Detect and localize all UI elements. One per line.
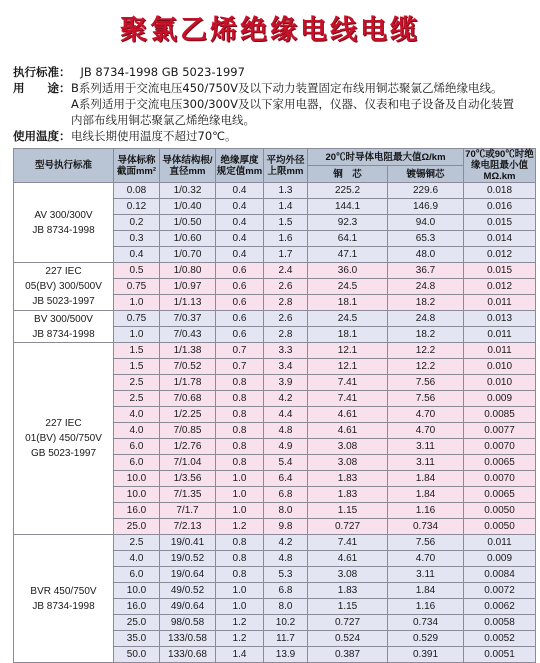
structure-cell: 1/0.50: [160, 215, 216, 231]
outer-diameter-cell: 6.8: [264, 487, 308, 503]
table-row: [14, 263, 536, 279]
outer-diameter-cell: 8.0: [264, 503, 308, 519]
tinned-resistance-cell: 0.734: [388, 615, 464, 631]
structure-cell: 1/1.38: [160, 343, 216, 359]
cross-section-cell: 0.5: [114, 263, 160, 279]
structure-cell: 7/2.13: [160, 519, 216, 535]
usage-text-1: B系列适用于交流电压450/750V及以下动力装置固定布线用铜芯聚氯乙烯绝缘电线。: [71, 81, 503, 95]
table-row: [14, 343, 536, 359]
outer-diameter-cell: 13.9: [264, 647, 308, 663]
standards-label: 执行标准：: [13, 65, 71, 79]
insulation-resistance-cell: 0.010: [464, 359, 536, 375]
insulation-resistance-cell: 0.011: [464, 327, 536, 343]
insulation-cell: 0.8: [216, 423, 264, 439]
insulation-cell: 0.8: [216, 455, 264, 471]
tinned-resistance-cell: 4.70: [388, 551, 464, 567]
model-cell: [14, 535, 114, 663]
tinned-resistance-cell: 7.56: [388, 535, 464, 551]
model-cell: [14, 311, 114, 343]
model-line: JB 8734-1998: [32, 328, 95, 340]
tinned-resistance-cell: 0.391: [388, 647, 464, 663]
copper-resistance-cell: 12.1: [308, 343, 388, 359]
temperature-value: 电线长期使用温度不超过70℃。: [71, 129, 237, 143]
insulation-resistance-cell: 0.015: [464, 263, 536, 279]
copper-resistance-cell: 64.1: [308, 231, 388, 247]
spec-table: [13, 148, 536, 663]
insulation-cell: 0.7: [216, 343, 264, 359]
insulation-resistance-cell: 0.0065: [464, 455, 536, 471]
outer-diameter-cell: 10.2: [264, 615, 308, 631]
structure-cell: 7/0.85: [160, 423, 216, 439]
copper-resistance-cell: 1.15: [308, 599, 388, 615]
cross-section-cell: 10.0: [114, 471, 160, 487]
insulation-resistance-cell: 0.011: [464, 295, 536, 311]
structure-cell: 7/1.04: [160, 455, 216, 471]
insulation-resistance-cell: 0.0072: [464, 583, 536, 599]
insulation-cell: 0.7: [216, 359, 264, 375]
copper-resistance-cell: 47.1: [308, 247, 388, 263]
insulation-resistance-cell: 0.0052: [464, 631, 536, 647]
insulation-resistance-cell: 0.012: [464, 279, 536, 295]
copper-resistance-cell: 3.08: [308, 439, 388, 455]
outer-diameter-cell: 2.8: [264, 295, 308, 311]
insulation-cell: 1.4: [216, 647, 264, 663]
insulation-resistance-cell: 0.0050: [464, 519, 536, 535]
outer-diameter-cell: 1.3: [264, 183, 308, 199]
header-resistance-20: 20℃时导体电阻最大值Ω/km: [308, 149, 464, 166]
insulation-resistance-cell: 0.013: [464, 311, 536, 327]
insulation-cell: 0.4: [216, 215, 264, 231]
usage-label: 用 途：: [13, 81, 71, 95]
cross-section-cell: 4.0: [114, 423, 160, 439]
cross-section-cell: 16.0: [114, 599, 160, 615]
model-line: JB 5023-1997: [32, 296, 95, 307]
tinned-resistance-cell: 4.70: [388, 423, 464, 439]
header-tinned-copper: 镀锡铜芯: [388, 166, 464, 183]
copper-resistance-cell: 0.387: [308, 647, 388, 663]
table-row: [14, 183, 536, 199]
copper-resistance-cell: 7.41: [308, 535, 388, 551]
tinned-resistance-cell: 1.16: [388, 503, 464, 519]
copper-resistance-cell: 3.08: [308, 567, 388, 583]
cross-section-cell: 50.0: [114, 647, 160, 663]
tinned-resistance-cell: 7.56: [388, 391, 464, 407]
insulation-resistance-cell: 0.0077: [464, 423, 536, 439]
model-line: JB 8734-1998: [32, 224, 95, 236]
cross-section-cell: 0.2: [114, 215, 160, 231]
structure-cell: 1/0.80: [160, 263, 216, 279]
page-title: 聚氯乙烯绝缘电线电缆: [120, 15, 420, 46]
insulation-resistance-cell: 0.011: [464, 535, 536, 551]
insulation-resistance-cell: 0.009: [464, 551, 536, 567]
structure-cell: 7/0.68: [160, 391, 216, 407]
tinned-resistance-cell: 0.734: [388, 519, 464, 535]
copper-resistance-cell: 144.1: [308, 199, 388, 215]
header-structure: 导体结构根/直径mm: [160, 149, 216, 183]
insulation-cell: 0.8: [216, 407, 264, 423]
tinned-resistance-cell: 12.2: [388, 343, 464, 359]
insulation-resistance-cell: 0.011: [464, 343, 536, 359]
copper-resistance-cell: 7.41: [308, 375, 388, 391]
insulation-cell: 1.0: [216, 599, 264, 615]
insulation-cell: 1.0: [216, 487, 264, 503]
cross-section-cell: 2.5: [114, 535, 160, 551]
outer-diameter-cell: 3.3: [264, 343, 308, 359]
tinned-resistance-cell: 48.0: [388, 247, 464, 263]
cross-section-cell: 6.0: [114, 439, 160, 455]
outer-diameter-cell: 4.8: [264, 423, 308, 439]
outer-diameter-cell: 2.6: [264, 311, 308, 327]
model-line: JB 8734-1998: [32, 600, 95, 612]
copper-resistance-cell: 0.727: [308, 519, 388, 535]
insulation-cell: 0.6: [216, 311, 264, 327]
structure-cell: 7/0.52: [160, 359, 216, 375]
copper-resistance-cell: 1.15: [308, 503, 388, 519]
insulation-resistance-cell: 0.0050: [464, 503, 536, 519]
tinned-resistance-cell: 24.8: [388, 279, 464, 295]
tinned-resistance-cell: 7.56: [388, 375, 464, 391]
tinned-resistance-cell: 146.9: [388, 199, 464, 215]
outer-diameter-cell: 6.8: [264, 583, 308, 599]
structure-cell: 1/0.97: [160, 279, 216, 295]
structure-cell: 1/3.56: [160, 471, 216, 487]
copper-resistance-cell: 7.41: [308, 391, 388, 407]
structure-cell: 7/1.35: [160, 487, 216, 503]
tinned-resistance-cell: 36.7: [388, 263, 464, 279]
insulation-cell: 0.4: [216, 199, 264, 215]
insulation-cell: 0.6: [216, 295, 264, 311]
model-line: AV 300/300V: [34, 209, 93, 221]
structure-cell: 7/1.7: [160, 503, 216, 519]
insulation-cell: 1.2: [216, 519, 264, 535]
copper-resistance-cell: 3.08: [308, 455, 388, 471]
copper-resistance-cell: 18.1: [308, 327, 388, 343]
structure-cell: 133/0.68: [160, 647, 216, 663]
model-line: GB 5023-1997: [30, 448, 97, 459]
structure-cell: 1/2.76: [160, 439, 216, 455]
cross-section-cell: 4.0: [114, 551, 160, 567]
outer-diameter-cell: 3.4: [264, 359, 308, 375]
copper-resistance-cell: 1.83: [308, 583, 388, 599]
structure-cell: 19/0.64: [160, 567, 216, 583]
insulation-resistance-cell: 0.014: [464, 231, 536, 247]
structure-cell: 7/0.43: [160, 327, 216, 343]
cross-section-cell: 2.5: [114, 375, 160, 391]
insulation-cell: 0.6: [216, 327, 264, 343]
outer-diameter-cell: 5.4: [264, 455, 308, 471]
insulation-resistance-cell: 0.0065: [464, 487, 536, 503]
model-line: BVR 450/750V: [30, 585, 97, 597]
table-header: [14, 149, 536, 183]
cross-section-cell: 16.0: [114, 503, 160, 519]
tinned-resistance-cell: 3.11: [388, 439, 464, 455]
tinned-resistance-cell: 24.8: [388, 311, 464, 327]
cross-section-cell: 1.5: [114, 343, 160, 359]
cross-section-cell: 0.3: [114, 231, 160, 247]
model-cell: [14, 343, 114, 535]
insulation-resistance-cell: 0.015: [464, 215, 536, 231]
insulation-cell: 0.4: [216, 247, 264, 263]
outer-diameter-cell: 1.4: [264, 199, 308, 215]
cross-section-cell: 25.0: [114, 519, 160, 535]
usage-line: [13, 80, 533, 96]
insulation-cell: 0.4: [216, 231, 264, 247]
cross-section-cell: 1.5: [114, 359, 160, 375]
structure-cell: 19/0.52: [160, 551, 216, 567]
insulation-resistance-cell: 0.0058: [464, 615, 536, 631]
copper-resistance-cell: 12.1: [308, 359, 388, 375]
structure-cell: 7/0.37: [160, 311, 216, 327]
cross-section-cell: 10.0: [114, 487, 160, 503]
table-body: [14, 183, 536, 663]
cross-section-cell: 1.0: [114, 327, 160, 343]
copper-resistance-cell: 1.83: [308, 471, 388, 487]
structure-cell: 49/0.64: [160, 599, 216, 615]
spec-info: [13, 64, 533, 144]
insulation-resistance-cell: 0.0085: [464, 407, 536, 423]
insulation-resistance-cell: 0.010: [464, 375, 536, 391]
outer-diameter-cell: 2.6: [264, 279, 308, 295]
model-line: 227 IEC: [45, 266, 82, 277]
structure-cell: 133/0.58: [160, 631, 216, 647]
insulation-resistance-cell: 0.016: [464, 199, 536, 215]
cross-section-cell: 35.0: [114, 631, 160, 647]
tinned-resistance-cell: 65.3: [388, 231, 464, 247]
tinned-resistance-cell: 12.2: [388, 359, 464, 375]
header-copper: 铜 芯: [308, 166, 388, 183]
usage-text-2: A系列适用于交流电压300/300V及以下家用电器，仪器、仪表和电子设备及自动化装置: [71, 97, 515, 111]
cross-section-cell: 2.5: [114, 391, 160, 407]
model-cell: [14, 183, 114, 263]
copper-resistance-cell: 24.5: [308, 311, 388, 327]
structure-cell: 98/0.58: [160, 615, 216, 631]
tinned-resistance-cell: 18.2: [388, 295, 464, 311]
header-cross-section: 导体标称截面mm²: [114, 149, 160, 183]
insulation-cell: 1.2: [216, 631, 264, 647]
cross-section-cell: 0.75: [114, 311, 160, 327]
copper-resistance-cell: 18.1: [308, 295, 388, 311]
cross-section-cell: 1.0: [114, 295, 160, 311]
insulation-cell: 0.6: [216, 279, 264, 295]
copper-resistance-cell: 225.2: [308, 183, 388, 199]
structure-cell: 19/0.41: [160, 535, 216, 551]
structure-cell: 1/0.70: [160, 247, 216, 263]
insulation-cell: 0.8: [216, 535, 264, 551]
copper-resistance-cell: 36.0: [308, 263, 388, 279]
cross-section-cell: 0.08: [114, 183, 160, 199]
copper-resistance-cell: 4.61: [308, 407, 388, 423]
copper-resistance-cell: 4.61: [308, 423, 388, 439]
tinned-resistance-cell: 229.6: [388, 183, 464, 199]
temperature-line: [13, 128, 533, 144]
cross-section-cell: 6.0: [114, 567, 160, 583]
table-row: [14, 535, 536, 551]
insulation-cell: 1.0: [216, 583, 264, 599]
structure-cell: 1/1.78: [160, 375, 216, 391]
outer-diameter-cell: 4.8: [264, 551, 308, 567]
structure-cell: 49/0.52: [160, 583, 216, 599]
outer-diameter-cell: 1.5: [264, 215, 308, 231]
insulation-cell: 1.0: [216, 503, 264, 519]
outer-diameter-cell: 11.7: [264, 631, 308, 647]
model-line: BV 300/500V: [34, 313, 93, 325]
tinned-resistance-cell: 94.0: [388, 215, 464, 231]
insulation-resistance-cell: 0.0051: [464, 647, 536, 663]
insulation-resistance-cell: 0.0070: [464, 439, 536, 455]
tinned-resistance-cell: 1.84: [388, 583, 464, 599]
insulation-cell: 0.8: [216, 567, 264, 583]
cross-section-cell: 6.0: [114, 455, 160, 471]
outer-diameter-cell: 2.4: [264, 263, 308, 279]
header-resistance-70: 70℃或90℃时绝缘电阻最小值MΩ.km: [465, 149, 534, 182]
outer-diameter-cell: 8.0: [264, 599, 308, 615]
header-model: 型号执行标准: [14, 149, 114, 183]
insulation-resistance-cell: 0.0084: [464, 567, 536, 583]
header-outer-diameter: 平均外径上限mm: [264, 149, 308, 183]
outer-diameter-cell: 3.9: [264, 375, 308, 391]
copper-resistance-cell: 0.727: [308, 615, 388, 631]
outer-diameter-cell: 6.4: [264, 471, 308, 487]
insulation-resistance-cell: 0.009: [464, 391, 536, 407]
tinned-resistance-cell: 0.529: [388, 631, 464, 647]
cross-section-cell: 0.75: [114, 279, 160, 295]
outer-diameter-cell: 9.8: [264, 519, 308, 535]
cross-section-cell: 25.0: [114, 615, 160, 631]
insulation-cell: 1.0: [216, 471, 264, 487]
model-line: 227 IEC: [45, 418, 82, 429]
structure-cell: 1/1.13: [160, 295, 216, 311]
outer-diameter-cell: 5.3: [264, 567, 308, 583]
insulation-cell: 0.8: [216, 391, 264, 407]
outer-diameter-cell: 4.2: [264, 391, 308, 407]
usage-text-3: 内部布线用铜芯聚氯乙烯绝缘电线。: [71, 113, 255, 127]
outer-diameter-cell: 2.8: [264, 327, 308, 343]
insulation-cell: 0.4: [216, 183, 264, 199]
insulation-cell: 0.8: [216, 439, 264, 455]
copper-resistance-cell: 1.83: [308, 487, 388, 503]
standards-line: [13, 64, 533, 80]
outer-diameter-cell: 4.9: [264, 439, 308, 455]
tinned-resistance-cell: 3.11: [388, 567, 464, 583]
tinned-resistance-cell: 1.84: [388, 471, 464, 487]
outer-diameter-cell: 1.7: [264, 247, 308, 263]
model-cell: [14, 263, 114, 311]
insulation-cell: 0.8: [216, 375, 264, 391]
model-line: 01(BV) 450/750V: [25, 433, 102, 444]
table-row: [14, 311, 536, 327]
copper-resistance-cell: 0.524: [308, 631, 388, 647]
header-insulation: 绝缘厚度规定值mm: [216, 149, 264, 183]
copper-resistance-cell: 4.61: [308, 551, 388, 567]
structure-cell: 1/0.60: [160, 231, 216, 247]
insulation-resistance-cell: 0.012: [464, 247, 536, 263]
copper-resistance-cell: 24.5: [308, 279, 388, 295]
copper-resistance-cell: 92.3: [308, 215, 388, 231]
tinned-resistance-cell: 3.11: [388, 455, 464, 471]
cross-section-cell: 0.12: [114, 199, 160, 215]
cross-section-cell: 10.0: [114, 583, 160, 599]
insulation-resistance-cell: 0.018: [464, 183, 536, 199]
tinned-resistance-cell: 18.2: [388, 327, 464, 343]
structure-cell: 1/2.25: [160, 407, 216, 423]
cross-section-cell: 4.0: [114, 407, 160, 423]
tinned-resistance-cell: 4.70: [388, 407, 464, 423]
insulation-resistance-cell: 0.0070: [464, 471, 536, 487]
outer-diameter-cell: 4.2: [264, 535, 308, 551]
structure-cell: 1/0.40: [160, 199, 216, 215]
insulation-cell: 0.8: [216, 551, 264, 567]
insulation-resistance-cell: 0.0062: [464, 599, 536, 615]
temperature-label: 使用温度：: [13, 129, 71, 143]
model-line: 05(BV) 300/500V: [25, 281, 102, 292]
outer-diameter-cell: 1.6: [264, 231, 308, 247]
tinned-resistance-cell: 1.16: [388, 599, 464, 615]
outer-diameter-cell: 4.4: [264, 407, 308, 423]
cross-section-cell: 0.4: [114, 247, 160, 263]
tinned-resistance-cell: 1.84: [388, 487, 464, 503]
structure-cell: 1/0.32: [160, 183, 216, 199]
standards-value: JB 8734-1998 GB 5023-1997: [80, 65, 245, 79]
insulation-cell: 1.2: [216, 615, 264, 631]
insulation-cell: 0.6: [216, 263, 264, 279]
